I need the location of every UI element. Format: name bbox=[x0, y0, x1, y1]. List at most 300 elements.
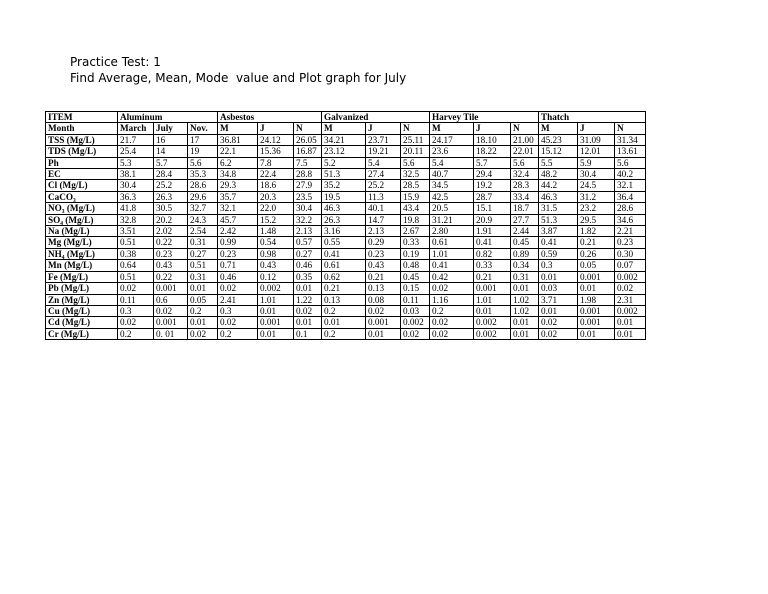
table-cell: 0.82 bbox=[474, 248, 511, 259]
table-cell: 0.38 bbox=[118, 248, 154, 259]
table-row bbox=[46, 305, 646, 316]
table-cell: 16 bbox=[154, 134, 188, 145]
table-cell: 0.02 bbox=[539, 328, 578, 339]
table-cell: 25.11 bbox=[401, 134, 430, 145]
parameter-label-cell: NH₄ (Mg/L) bbox=[46, 248, 118, 259]
table-cell: 23.12 bbox=[322, 146, 366, 157]
table-cell: 0.41 bbox=[322, 248, 366, 259]
table-cell: 0.64 bbox=[118, 260, 154, 271]
table-row bbox=[46, 146, 646, 157]
table-row bbox=[46, 294, 646, 305]
table-cell: 32.8 bbox=[118, 214, 154, 225]
table-cell: 14 bbox=[154, 146, 188, 157]
table-cell: 0.01 bbox=[188, 283, 218, 294]
table-cell: 23.71 bbox=[366, 134, 401, 145]
parameter-label-cell: SO₄ (Mg/L) bbox=[46, 214, 118, 225]
table-cell: 18.22 bbox=[474, 146, 511, 157]
table-cell: 0.01 bbox=[615, 328, 646, 339]
table-cell: 0.02 bbox=[430, 283, 474, 294]
table-cell: 2.67 bbox=[401, 226, 430, 237]
table-cell: 0.2 bbox=[188, 305, 218, 316]
table-cell: 15.9 bbox=[401, 191, 430, 202]
month-header-cell: M bbox=[430, 123, 474, 134]
table-cell: 32.5 bbox=[401, 169, 430, 180]
table-cell: 0.01 bbox=[258, 328, 294, 339]
parameter-label-cell: TDS (Mg/L) bbox=[46, 146, 118, 157]
table-cell: 28.6 bbox=[615, 203, 646, 214]
table-row bbox=[46, 226, 646, 237]
parameter-label-cell: Zn (Mg/L) bbox=[46, 294, 118, 305]
table-cell: 5.7 bbox=[474, 157, 511, 168]
table-cell: 0.23 bbox=[218, 248, 258, 259]
table-cell: 2.02 bbox=[154, 226, 188, 237]
parameter-label-cell: Fe (Mg/L) bbox=[46, 271, 118, 282]
table-cell: 15.1 bbox=[474, 203, 511, 214]
table-cell: 15.36 bbox=[258, 146, 294, 157]
table-cell: 31.09 bbox=[578, 134, 615, 145]
table-cell: 0.33 bbox=[474, 260, 511, 271]
table-cell: 0.02 bbox=[430, 317, 474, 328]
table-cell: 0.002 bbox=[615, 271, 646, 282]
table-cell: 0.89 bbox=[511, 248, 539, 259]
table-cell: 0.02 bbox=[218, 317, 258, 328]
table-cell: 33.4 bbox=[511, 191, 539, 202]
table-cell: 0.21 bbox=[366, 271, 401, 282]
table-cell: 0.98 bbox=[258, 248, 294, 259]
month-header-cell: July bbox=[154, 123, 188, 134]
table-cell: 0.05 bbox=[578, 260, 615, 271]
table-cell: 0.27 bbox=[294, 248, 322, 259]
table-cell: 0.61 bbox=[430, 237, 474, 248]
table-cell: 19 bbox=[188, 146, 218, 157]
table-row bbox=[46, 317, 646, 328]
instructions-text: Find Average, Mean, Mode value and Plot graph for July bbox=[70, 71, 407, 85]
table-cell: 28.4 bbox=[154, 169, 188, 180]
table-cell: 0.15 bbox=[401, 283, 430, 294]
table-cell: 0.23 bbox=[366, 248, 401, 259]
table-cell: 30.5 bbox=[154, 203, 188, 214]
table-cell: 0.71 bbox=[218, 260, 258, 271]
month-header-cell: N bbox=[294, 123, 322, 134]
table-cell: 0.002 bbox=[474, 328, 511, 339]
table-cell: 22.4 bbox=[258, 169, 294, 180]
table-cell: 0.08 bbox=[366, 294, 401, 305]
table-cell: 0.19 bbox=[401, 248, 430, 259]
table-cell: 32.4 bbox=[511, 169, 539, 180]
table-cell: 20.9 bbox=[474, 214, 511, 225]
table-cell: 1.02 bbox=[511, 294, 539, 305]
table-cell: 5.6 bbox=[615, 157, 646, 168]
table-cell: 31.5 bbox=[539, 203, 578, 214]
table-cell: 29.3 bbox=[218, 180, 258, 191]
table-cell: 51.3 bbox=[539, 214, 578, 225]
material-header-cell: Galvanized bbox=[322, 112, 430, 123]
table-cell: 0.31 bbox=[511, 271, 539, 282]
table-cell: 0.002 bbox=[474, 317, 511, 328]
material-header-cell: Harvey Tile bbox=[430, 112, 539, 123]
table-cell: 5.6 bbox=[401, 157, 430, 168]
table-cell: 45.7 bbox=[218, 214, 258, 225]
month-header-cell: N bbox=[511, 123, 539, 134]
table-cell: 30.4 bbox=[578, 169, 615, 180]
parameter-label-cell: EC bbox=[46, 169, 118, 180]
table-cell: 0.57 bbox=[294, 237, 322, 248]
parameter-label-cell: CaCO₃ bbox=[46, 191, 118, 202]
table-cell: 0.55 bbox=[322, 237, 366, 248]
table-cell: 28.7 bbox=[474, 191, 511, 202]
table-cell: 20.3 bbox=[258, 191, 294, 202]
table-cell: 22.0 bbox=[258, 203, 294, 214]
material-header-cell: Thatch bbox=[539, 112, 646, 123]
month-header-cell: J bbox=[258, 123, 294, 134]
table-cell: 0.001 bbox=[366, 317, 401, 328]
parameter-label-cell: Cu (Mg/L) bbox=[46, 305, 118, 316]
table-cell: 0.02 bbox=[430, 328, 474, 339]
table-cell: 0.1 bbox=[294, 328, 322, 339]
table-cell: 21.7 bbox=[118, 134, 154, 145]
table-cell: 29.5 bbox=[578, 214, 615, 225]
parameter-label-cell: Cd (Mg/L) bbox=[46, 317, 118, 328]
parameter-label-cell: Cr (Mg/L) bbox=[46, 328, 118, 339]
table-cell: 0.01 bbox=[511, 328, 539, 339]
table-cell: 0.59 bbox=[539, 248, 578, 259]
parameter-label-cell: Na (Mg/L) bbox=[46, 226, 118, 237]
table-cell: 23.6 bbox=[430, 146, 474, 157]
table-cell: 0.03 bbox=[539, 283, 578, 294]
table-cell: 0.001 bbox=[154, 283, 188, 294]
table-cell: 43.4 bbox=[401, 203, 430, 214]
table-row bbox=[46, 260, 646, 271]
table-cell: 42.5 bbox=[430, 191, 474, 202]
table-cell: 0.02 bbox=[366, 305, 401, 316]
table-cell: 0.2 bbox=[322, 328, 366, 339]
table-cell: 0.002 bbox=[401, 317, 430, 328]
table-cell: 29.4 bbox=[474, 169, 511, 180]
table-cell: 0.43 bbox=[258, 260, 294, 271]
table-cell: 2.13 bbox=[366, 226, 401, 237]
table-cell: 0.34 bbox=[511, 260, 539, 271]
table-row bbox=[46, 169, 646, 180]
table-cell: 5.9 bbox=[578, 157, 615, 168]
table-cell: 0.62 bbox=[322, 271, 366, 282]
table-cell: 34.21 bbox=[322, 134, 366, 145]
table-cell: 40.1 bbox=[366, 203, 401, 214]
table-cell: 0.23 bbox=[154, 248, 188, 259]
table-cell: 31.34 bbox=[615, 134, 646, 145]
table-cell: 1.91 bbox=[474, 226, 511, 237]
item-header-cell: ITEM bbox=[46, 112, 118, 123]
table-cell: 0.45 bbox=[401, 271, 430, 282]
table-cell: 5.2 bbox=[322, 157, 366, 168]
table-cell: 0.99 bbox=[218, 237, 258, 248]
table-cell: 1.02 bbox=[511, 305, 539, 316]
table-cell: 36.3 bbox=[118, 191, 154, 202]
table-cell: 3.51 bbox=[118, 226, 154, 237]
table-cell: 0.07 bbox=[615, 260, 646, 271]
table-cell: 0.01 bbox=[578, 328, 615, 339]
table-cell: 15.12 bbox=[539, 146, 578, 157]
table-cell: 45.23 bbox=[539, 134, 578, 145]
table-cell: 0.01 bbox=[615, 317, 646, 328]
table-cell: 5.6 bbox=[188, 157, 218, 168]
table-cell: 48.2 bbox=[539, 169, 578, 180]
table-cell: 5.7 bbox=[154, 157, 188, 168]
table-cell: 0.35 bbox=[294, 271, 322, 282]
table-cell: 0.001 bbox=[258, 317, 294, 328]
table-cell: 0.51 bbox=[188, 260, 218, 271]
table-cell: 1.48 bbox=[258, 226, 294, 237]
table-cell: 0.27 bbox=[188, 248, 218, 259]
table-cell: 0.01 bbox=[539, 271, 578, 282]
parameter-label-cell: Mn (Mg/L) bbox=[46, 260, 118, 271]
material-header-cell: Asbestos bbox=[218, 112, 322, 123]
parameter-label-cell: Mg (Mg/L) bbox=[46, 237, 118, 248]
month-header-cell: March bbox=[118, 123, 154, 134]
table-cell: 13.61 bbox=[615, 146, 646, 157]
month-header-cell: M bbox=[539, 123, 578, 134]
table-cell: 0.01 bbox=[511, 317, 539, 328]
table-cell: 0.54 bbox=[258, 237, 294, 248]
table-row bbox=[46, 134, 646, 145]
table-cell: 27.7 bbox=[511, 214, 539, 225]
table-cell: 0.001 bbox=[578, 271, 615, 282]
table-cell: 0.26 bbox=[578, 248, 615, 259]
table-row bbox=[46, 283, 646, 294]
table-cell: 0.01 bbox=[322, 317, 366, 328]
table-cell: 7.5 bbox=[294, 157, 322, 168]
table-cell: 2.31 bbox=[615, 294, 646, 305]
table-cell: 1.01 bbox=[474, 294, 511, 305]
table-cell: 18.10 bbox=[474, 134, 511, 145]
table-cell: 0.03 bbox=[401, 305, 430, 316]
month-header-row bbox=[46, 123, 646, 134]
table-cell: 0.21 bbox=[474, 271, 511, 282]
month-header-cell: J bbox=[366, 123, 401, 134]
table-cell: 26.3 bbox=[322, 214, 366, 225]
table-cell: 0.02 bbox=[401, 328, 430, 339]
table-cell: 1.22 bbox=[294, 294, 322, 305]
table-cell: 0.21 bbox=[322, 283, 366, 294]
table-cell: 0.001 bbox=[154, 317, 188, 328]
table-cell: 0.01 bbox=[294, 283, 322, 294]
table-cell: 1.82 bbox=[578, 226, 615, 237]
table-cell: 2.44 bbox=[511, 226, 539, 237]
table-cell: 34.8 bbox=[218, 169, 258, 180]
table-cell: 44.2 bbox=[539, 180, 578, 191]
table-cell: 46.3 bbox=[322, 203, 366, 214]
table-cell: 25.4 bbox=[118, 146, 154, 157]
table-cell: 51.3 bbox=[322, 169, 366, 180]
table-cell: 0.13 bbox=[366, 283, 401, 294]
table-cell: 30.4 bbox=[294, 203, 322, 214]
table-cell: 38.1 bbox=[118, 169, 154, 180]
table-cell: 23.2 bbox=[578, 203, 615, 214]
table-cell: 28.6 bbox=[188, 180, 218, 191]
table-cell: 0.3 bbox=[118, 305, 154, 316]
table-cell: 5.4 bbox=[366, 157, 401, 168]
table-cell: 22.1 bbox=[218, 146, 258, 157]
table-cell: 0.2 bbox=[322, 305, 366, 316]
table-cell: 19.21 bbox=[366, 146, 401, 157]
table-cell: 12.01 bbox=[578, 146, 615, 157]
table-cell: 41.8 bbox=[118, 203, 154, 214]
table-cell: 23.5 bbox=[294, 191, 322, 202]
table-cell: 0.23 bbox=[615, 237, 646, 248]
table-cell: 24.17 bbox=[430, 134, 474, 145]
table-cell: 0.41 bbox=[539, 237, 578, 248]
material-header-cell: Aluminum bbox=[118, 112, 218, 123]
table-cell: 20.11 bbox=[401, 146, 430, 157]
table-cell: 2.42 bbox=[218, 226, 258, 237]
table-cell: 17 bbox=[188, 134, 218, 145]
table-cell: 26.05 bbox=[294, 134, 322, 145]
table-cell: 40.7 bbox=[430, 169, 474, 180]
table-cell: 0.01 bbox=[578, 283, 615, 294]
table-cell: 0.61 bbox=[322, 260, 366, 271]
month-header-cell: N bbox=[615, 123, 646, 134]
table-cell: 1.98 bbox=[578, 294, 615, 305]
table-cell: 29.6 bbox=[188, 191, 218, 202]
month-header-cell: J bbox=[474, 123, 511, 134]
table-cell: 0.29 bbox=[366, 237, 401, 248]
table-cell: 0.46 bbox=[294, 260, 322, 271]
table-cell: 24.3 bbox=[188, 214, 218, 225]
table-cell: 0.31 bbox=[188, 237, 218, 248]
table-cell: 25.2 bbox=[366, 180, 401, 191]
table-cell: 0.02 bbox=[539, 317, 578, 328]
table-cell: 0.02 bbox=[615, 283, 646, 294]
table-cell: 0.43 bbox=[366, 260, 401, 271]
table-cell: 0.33 bbox=[401, 237, 430, 248]
table-cell: 35.7 bbox=[218, 191, 258, 202]
table-cell: 18.6 bbox=[258, 180, 294, 191]
table-cell: 0.001 bbox=[474, 283, 511, 294]
table-row bbox=[46, 328, 646, 339]
month-header-cell: Nov. bbox=[188, 123, 218, 134]
table-cell: 5.4 bbox=[430, 157, 474, 168]
table-cell: 15.2 bbox=[258, 214, 294, 225]
table-cell: 2.80 bbox=[430, 226, 474, 237]
table-cell: 31.2 bbox=[578, 191, 615, 202]
table-row bbox=[46, 214, 646, 225]
table-cell: 2.54 bbox=[188, 226, 218, 237]
table-cell: 34.5 bbox=[430, 180, 474, 191]
table-cell: 0.51 bbox=[118, 271, 154, 282]
month-label-cell: Month bbox=[46, 123, 118, 134]
table-cell: 28.3 bbox=[511, 180, 539, 191]
table-cell: 0.001 bbox=[578, 305, 615, 316]
table-cell: 0.42 bbox=[430, 271, 474, 282]
table-cell: 0.6 bbox=[154, 294, 188, 305]
table-cell: 0.02 bbox=[294, 305, 322, 316]
table-cell: 0. 01 bbox=[154, 328, 188, 339]
month-header-cell: M bbox=[218, 123, 258, 134]
table-cell: 20.2 bbox=[154, 214, 188, 225]
table-cell: 31.21 bbox=[430, 214, 474, 225]
table-cell: 1.16 bbox=[430, 294, 474, 305]
table-cell: 3.87 bbox=[539, 226, 578, 237]
table-cell: 28.8 bbox=[294, 169, 322, 180]
table-cell: 0.01 bbox=[294, 317, 322, 328]
table-cell: 5.6 bbox=[511, 157, 539, 168]
table-cell: 0.3 bbox=[218, 305, 258, 316]
table-cell: 24.12 bbox=[258, 134, 294, 145]
table-cell: 5.5 bbox=[539, 157, 578, 168]
table-cell: 0.11 bbox=[401, 294, 430, 305]
table-cell: 2.21 bbox=[615, 226, 646, 237]
table-cell: 19.2 bbox=[474, 180, 511, 191]
table-cell: 0.02 bbox=[118, 317, 154, 328]
table-cell: 36.81 bbox=[218, 134, 258, 145]
table-cell: 0.51 bbox=[118, 237, 154, 248]
table-cell: 0.43 bbox=[154, 260, 188, 271]
table-row bbox=[46, 237, 646, 248]
table-cell: 21.00 bbox=[511, 134, 539, 145]
table-cell: 19.8 bbox=[401, 214, 430, 225]
table-cell: 3.16 bbox=[322, 226, 366, 237]
table-row bbox=[46, 157, 646, 168]
table-row bbox=[46, 248, 646, 259]
group-header-row bbox=[46, 112, 646, 123]
table-cell: 0.01 bbox=[474, 305, 511, 316]
table-cell: 22.01 bbox=[511, 146, 539, 157]
table-cell: 0.01 bbox=[511, 283, 539, 294]
table-cell: 0.22 bbox=[154, 271, 188, 282]
parameter-label-cell: NO₃ (Mg/L) bbox=[46, 203, 118, 214]
table-cell: 7.8 bbox=[258, 157, 294, 168]
month-header-cell: J bbox=[578, 123, 615, 134]
table-cell: 0.31 bbox=[188, 271, 218, 282]
parameter-label-cell: Pb (Mg/L) bbox=[46, 283, 118, 294]
month-header-cell: N bbox=[401, 123, 430, 134]
practice-test-title: Practice Test: 1 bbox=[70, 55, 161, 69]
table-cell: 19.5 bbox=[322, 191, 366, 202]
table-cell: 0.2 bbox=[218, 328, 258, 339]
table-cell: 18.7 bbox=[511, 203, 539, 214]
table-cell: 40.2 bbox=[615, 169, 646, 180]
table-cell: 36.4 bbox=[615, 191, 646, 202]
table-row bbox=[46, 191, 646, 202]
table-cell: 46.3 bbox=[539, 191, 578, 202]
parameter-label-cell: Ph bbox=[46, 157, 118, 168]
table-cell: 24.5 bbox=[578, 180, 615, 191]
table-cell: 26.3 bbox=[154, 191, 188, 202]
table-cell: 25.2 bbox=[154, 180, 188, 191]
table-cell: 0.2 bbox=[430, 305, 474, 316]
table-cell: 0.02 bbox=[188, 328, 218, 339]
table-cell: 0.001 bbox=[578, 317, 615, 328]
table-row bbox=[46, 203, 646, 214]
table-cell: 0.05 bbox=[188, 294, 218, 305]
table-cell: 34.6 bbox=[615, 214, 646, 225]
table-cell: 0.002 bbox=[258, 283, 294, 294]
table-row bbox=[46, 180, 646, 191]
table-cell: 6.2 bbox=[218, 157, 258, 168]
table-cell: 0.3 bbox=[539, 260, 578, 271]
table-cell: 0.21 bbox=[578, 237, 615, 248]
table-cell: 11.3 bbox=[366, 191, 401, 202]
table-cell: 0.02 bbox=[118, 283, 154, 294]
table-cell: 0.02 bbox=[218, 283, 258, 294]
table-cell: 0.002 bbox=[615, 305, 646, 316]
table-cell: 0.30 bbox=[615, 248, 646, 259]
table-cell: 0.01 bbox=[539, 305, 578, 316]
table-cell: 32.1 bbox=[218, 203, 258, 214]
table-cell: 0.41 bbox=[430, 260, 474, 271]
table-cell: 0.13 bbox=[322, 294, 366, 305]
table-cell: 30.4 bbox=[118, 180, 154, 191]
table-cell: 35.3 bbox=[188, 169, 218, 180]
